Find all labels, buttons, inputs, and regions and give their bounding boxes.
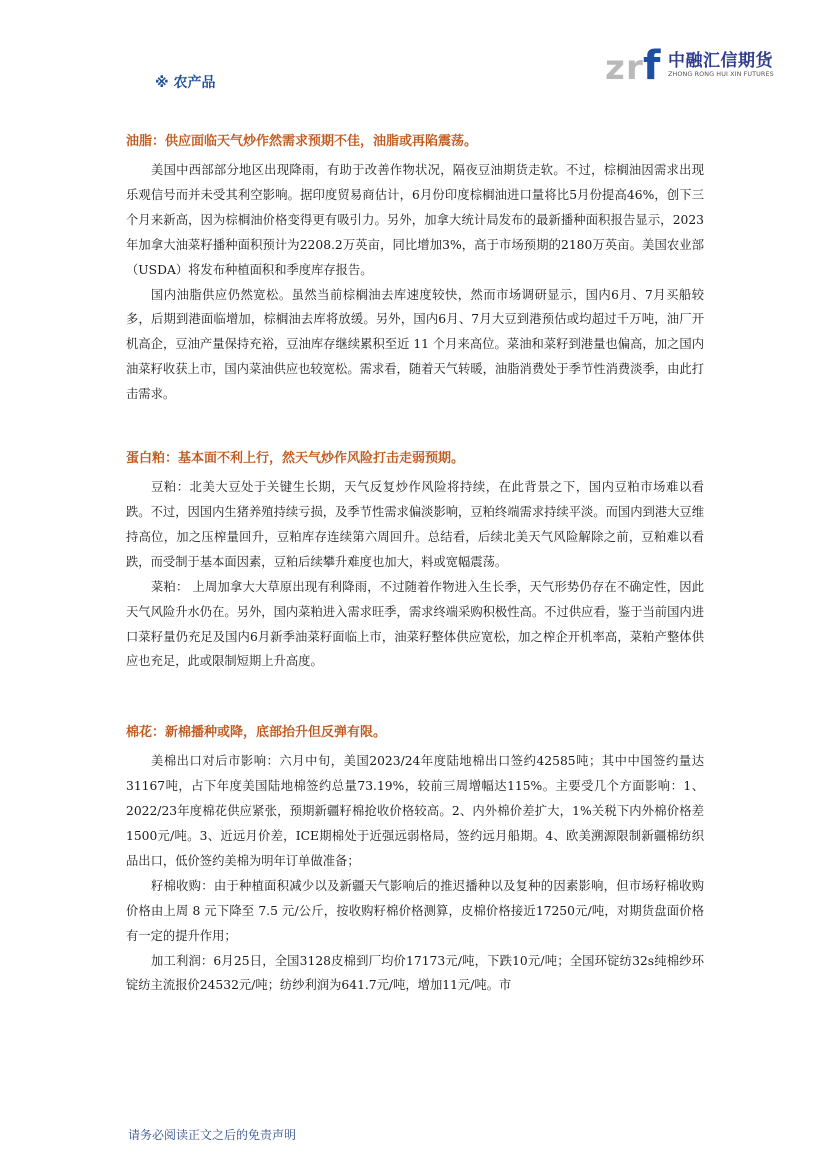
section-heading: ※ 农产品	[155, 75, 216, 91]
section-title-protein-meal: 蛋白粕：基本面不利上行，然天气炒作风险打击走弱预期。	[126, 451, 465, 467]
logo-mark-icon	[604, 42, 666, 86]
paragraph-cotton-3: 加工利润：6月25日，全国3128皮棉到厂均价17173元/吨，下跌10元/吨；全国环锭纺32s纯棉纱环锭纺主流报价24532元/吨；纺纱利润为641.7元/吨，增加11元/吨。市	[126, 953, 704, 993]
paragraph-cotton-1: 美棉出口对后市影响：六月中旬，美国2023/24年度陆地棉出口签约42585吨；其中中国签约量达31167吨，占下年度美国陆地棉签约总量73.19%，较前三周增幅达115%。主要受几个方面影响：1、2022/23年度棉花供应紧张，预期新疆籽棉抢收价格较高。2、内外棉价差扩大，1%关税下内外棉价格差1500元/吨。3、近远月价差，ICE期棉处于近强远弱格局，签约远月船期。4、欧美溯源限制新疆棉纺织品出口，低价签约美棉为明年订单做准备；	[126, 754, 704, 868]
paragraph-rapeseed-meal: 菜粕： 上周加拿大大草原出现有利降雨，不过随着作物进入生长季，天气形势仍存在不确定性，因此天气风险升水仍在。另外，国内菜粕进入需求旺季，需求终端采购积极性高。不过供应看，鉴于当前国内进口菜籽量仍充足及国内6月新季油菜籽面临上市，油菜籽整体供应宽松，加之榨企开机率高，菜粕产整体供应也充足，此或限制短期上升高度。	[126, 579, 704, 669]
company-logo	[604, 42, 804, 86]
logo-chinese-name: 中融汇信期货	[668, 51, 773, 71]
svg-text:f: f	[643, 43, 661, 86]
paragraph-soymeal: 豆粕：北美大豆处于关键生长期，天气反复炒作风险将持续，在此背景之下，国内豆粕市场难以看跌。不过，因国内生猪养殖持续亏损，及季节性需求偏淡影响，豆粕终端需求持续平淡。而国内到港大豆维持高位，加之压榨量回升，豆粕库存连续第六周回升。总结看，后续北美天气风险解除之前，豆粕难以看跌，而受制于基本面因素，豆粕后续攀升难度也加大，料或宽幅震荡。	[126, 480, 704, 569]
svg-text:r: r	[626, 48, 643, 86]
section-title-cotton: 棉花：新棉播种或降，底部抬升但反弹有限。	[126, 725, 387, 741]
paragraph-cotton-2: 籽棉收购：由于种植面积减少以及新疆天气影响后的推迟播种以及复种的因素影响，但市场籽棉收购价格由上周 8 元下降至 7.5 元/公斤，按收购籽棉价格测算，皮棉价格接近17250元/吨，对期货盘面价格有一定的提升作用；	[126, 878, 704, 943]
paragraph-oils-2: 国内油脂供应仍然宽松。虽然当前棕榈油去库速度较快，然而市场调研显示，国内6月、7月买船较多，后期到港面临增加，棕榈油去库将放缓。另外，国内6月、7月大豆到港预估或均超过千万吨，油厂开机高企，豆油产量保持充裕，豆油库存继续累积至近 11 个月来高位。菜油和菜籽到港量也偏高，加之国内油菜籽收获上市，国内菜油供应也较宽松。需求看，随着天气转暖，油脂消费处于季节性消费淡季，由此打击需求。	[126, 287, 704, 402]
paragraph-oils-1: 美国中西部部分地区出现降雨，有助于改善作物状况，隔夜豆油期货走软。不过，棕榈油因需求出现乐观信号而并未受其利空影响。据印度贸易商估计，6月份印度棕榈油进口量将比5月份提高46%，创下三个月来新高，因为棕榈油价格变得更有吸引力。另外，加拿大统计局发布的最新播种面积报告显示，2023年加拿大油菜籽播种面积预计为2208.2万英亩，同比增加3%，高于市场预期的2180万英亩。美国农业部（USDA）将发布种植面积和季度库存报告。	[126, 163, 704, 277]
section-title-oils: 油脂：供应面临天气炒作然需求预期不佳，油脂或再陷震荡。	[126, 134, 478, 149]
svg-text:z: z	[605, 48, 625, 86]
disclaimer-footer: 请务必阅读正文之后的免责声明	[128, 1128, 297, 1142]
report-body	[126, 126, 704, 998]
logo-english-name: ZHONG RONG HUI XIN FUTURES	[668, 70, 774, 78]
